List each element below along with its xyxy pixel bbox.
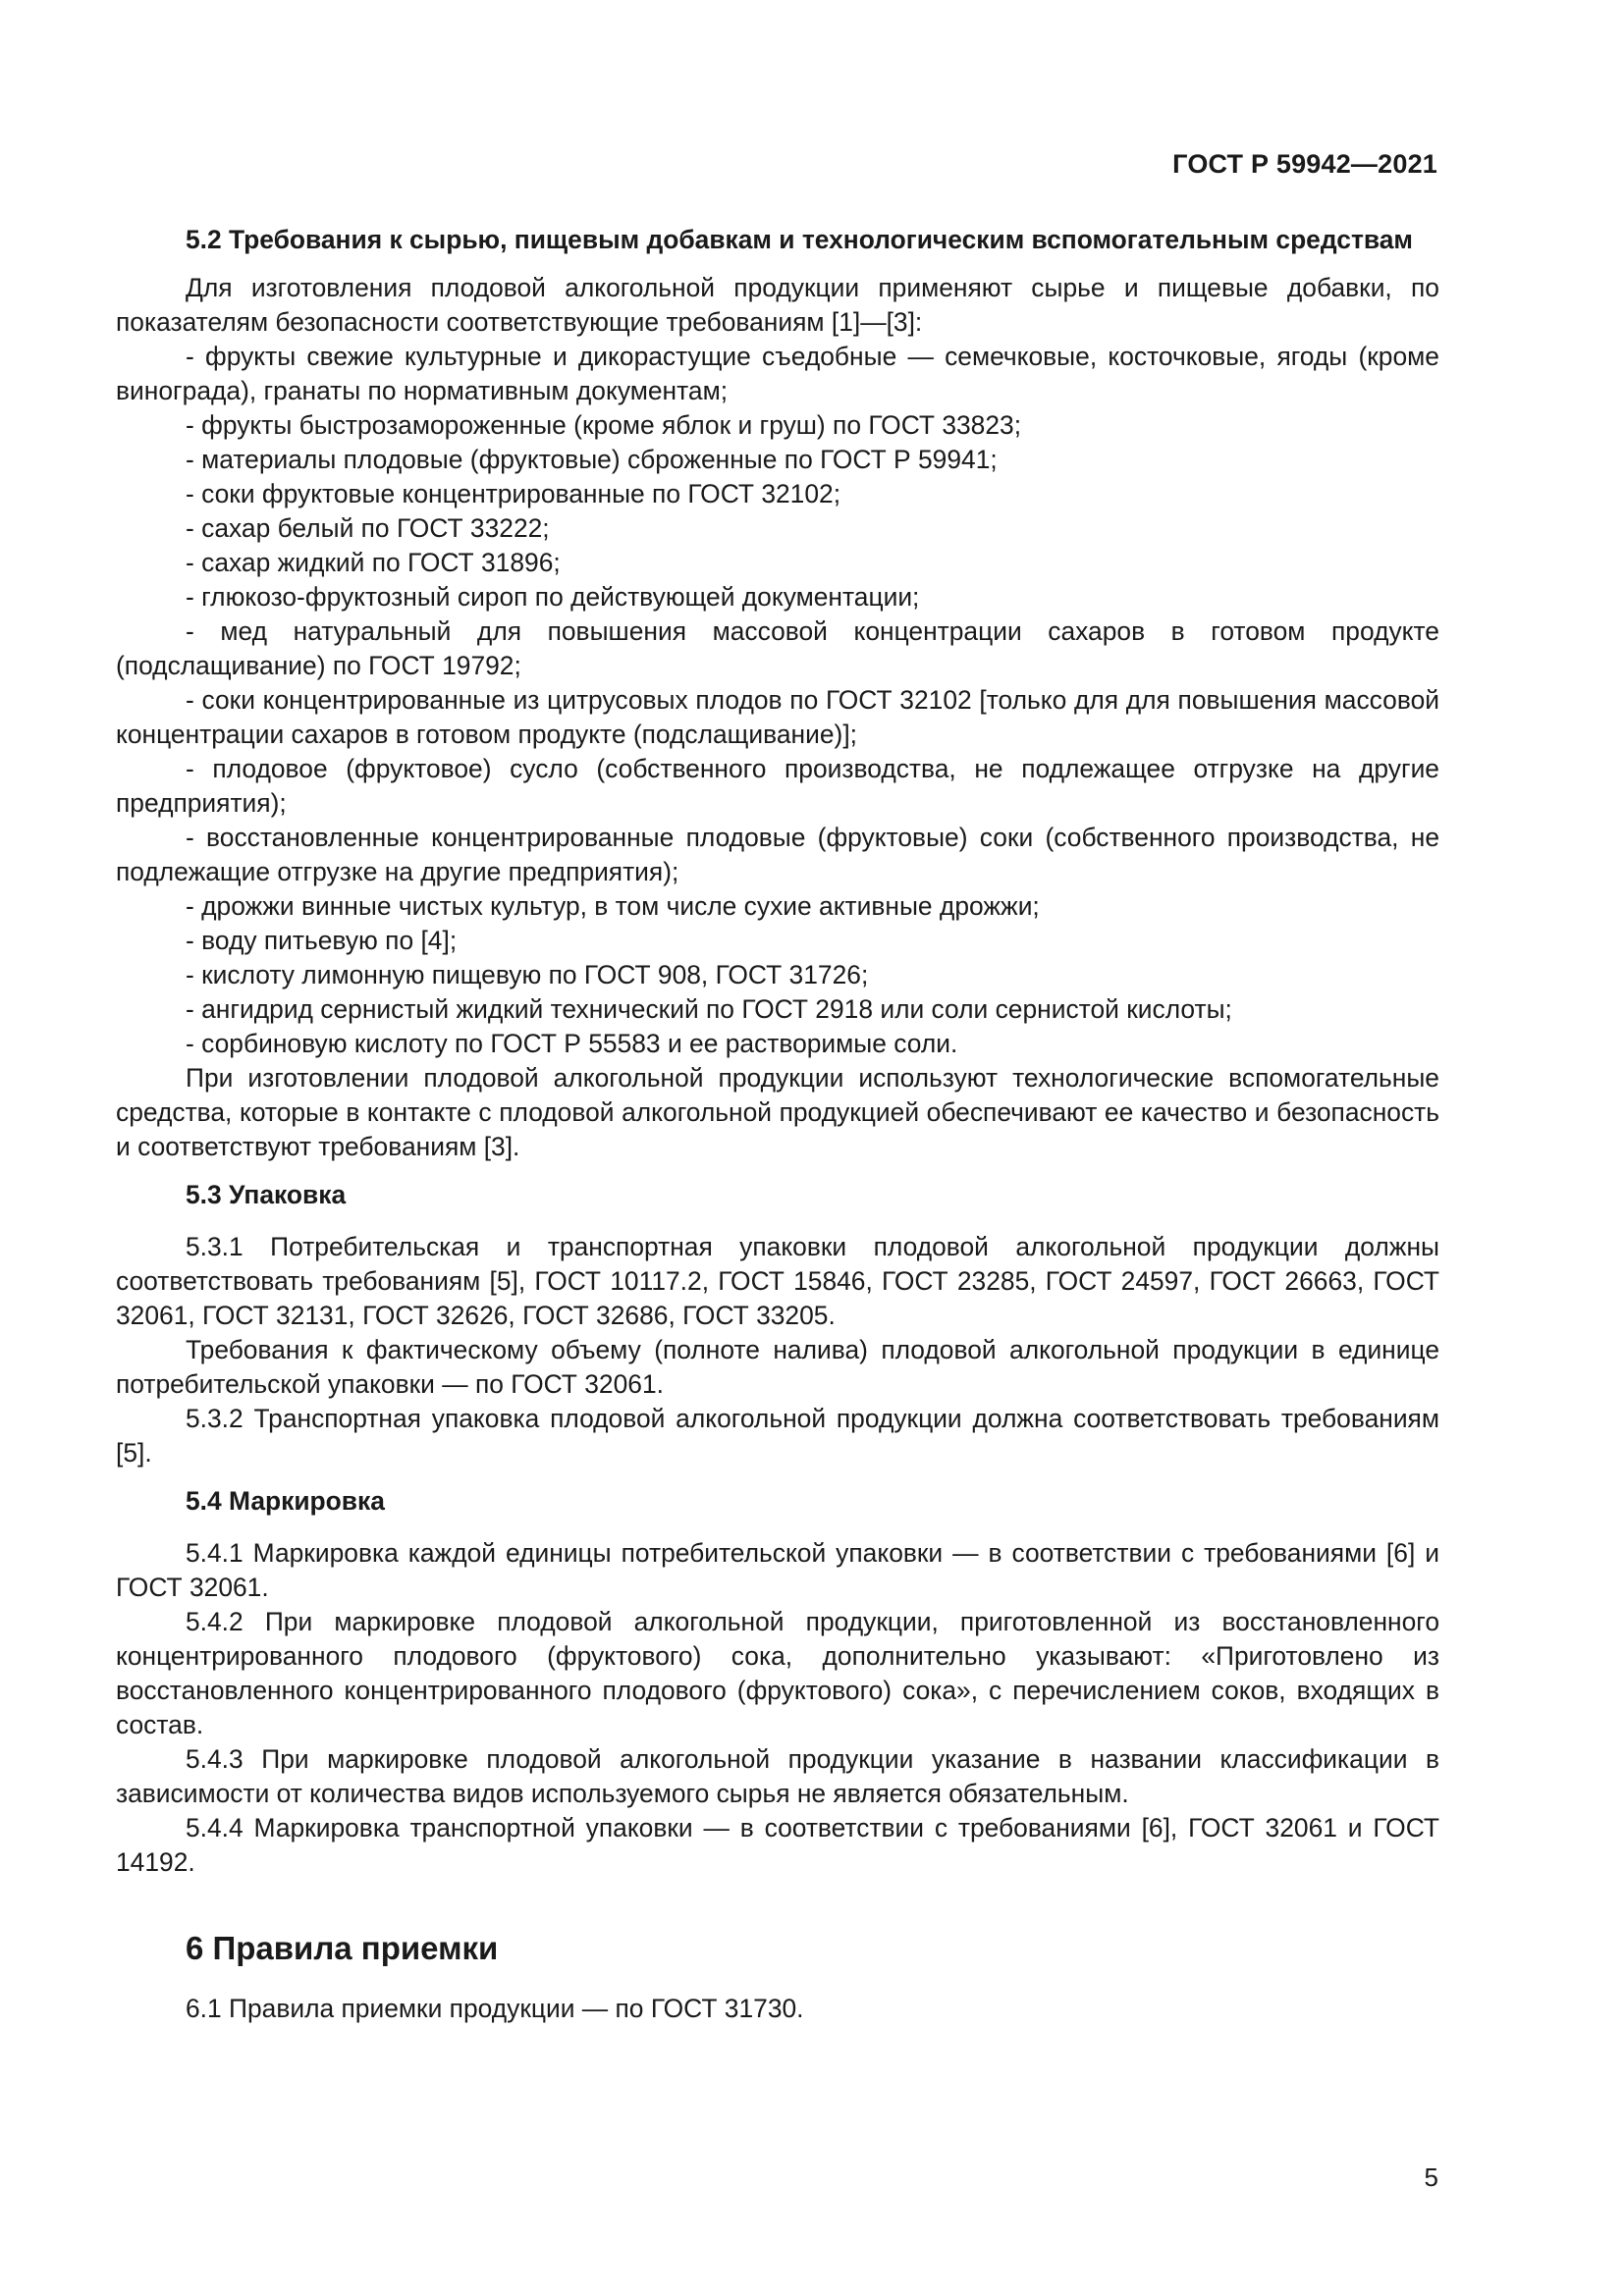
list-item: - сорбиновую кислоту по ГОСТ Р 55583 и ее растворимые соли.: [186, 1029, 958, 1058]
list-item: - дрожжи винные чистых культур, в том числе сухие активные дрожжи;: [186, 891, 1040, 921]
list-item: - фрукты быстрозамороженные (кроме яблок и груш) по ГОСТ 33823;: [186, 410, 1022, 440]
paragraph-5-4-4: 5.4.4 Маркировка транспортной упаковки — в соответствии с требованиями [6], ГОСТ 32061 и ГОСТ 14192.: [116, 1813, 1439, 1877]
paragraph-5-3-1-volume: Требования к фактическому объему (полноте налива) плодовой алкогольной продукции в единице потребительской упаковки — по ГОСТ 32061.: [116, 1335, 1439, 1399]
list-item: - сахар жидкий по ГОСТ 31896;: [186, 548, 561, 577]
paragraph-5-3-2: 5.3.2 Транспортная упаковка плодовой алкогольной продукции должна соответствовать требованиям [5].: [116, 1404, 1439, 1468]
section-5-4-title: 5.4 Маркировка: [186, 1486, 385, 1516]
list-item: - мед натуральный для повышения массовой концентрации сахаров в готовом продукте (подслащивание) по ГОСТ 19792;: [116, 616, 1439, 680]
list-item: - ангидрид сернистый жидкий технический по ГОСТ 2918 или соли сернистой кислоты;: [186, 994, 1232, 1024]
section-5-2-outro: При изготовлении плодовой алкогольной продукции используют технологические вспомогательные средства, которые в контакте с плодовой алкогольной продукцией обеспечивают ее качество и безопасность и соответствуют требованиям [3].: [116, 1063, 1439, 1161]
paragraph-5-4-2: 5.4.2 При маркировке плодовой алкогольной продукции, приготовленной из восстановленного концентрированного плодового (фруктового) сока, дополнительно указывают: «Приготовлено из восстановленного концентрированного плодового (фруктового) сока», с перечислением соков, входящих в состав.: [116, 1607, 1439, 1739]
section-5-2-title: 5.2 Требования к сырью, пищевым добавкам и технологическим вспомогательным средствам: [186, 225, 1413, 254]
list-item: - кислоту лимонную пищевую по ГОСТ 908, ГОСТ 31726;: [186, 960, 869, 989]
list-item: - воду питьевую по [4];: [186, 926, 458, 955]
page-number: 5: [1424, 2163, 1438, 2192]
paragraph-5-4-3: 5.4.3 При маркировке плодовой алкогольной продукции указание в названии классификации в зависимости от количества видов используемого сырья не является обязательным.: [116, 1744, 1439, 1808]
section-6-title: 6 Правила приемки: [186, 1930, 499, 1966]
paragraph-5-3-1: 5.3.1 Потребительская и транспортная упаковки плодовой алкогольной продукции должны соответствовать требованиям [5], ГОСТ 10117.2, ГОСТ 15846, ГОСТ 23285, ГОСТ 24597, ГОСТ 26663, ГОСТ 32061, ГОСТ 32131, ГОСТ 32626, ГОСТ 32686, ГОСТ 33205.: [116, 1232, 1439, 1330]
list-item: - сахар белый по ГОСТ 33222;: [186, 513, 550, 543]
section-5-3-title: 5.3 Упаковка: [186, 1180, 347, 1209]
list-item: - соки фруктовые концентрированные по ГОСТ 32102;: [186, 479, 841, 508]
list-item: - восстановленные концентрированные плодовые (фруктовые) соки (собственного производства, не подлежащие отгрузке на другие предприятия);: [116, 823, 1439, 886]
section-5-2-list: [116, 340, 1439, 1061]
list-item: - материалы плодовые (фруктовые) сброженные по ГОСТ Р 59941;: [186, 445, 998, 474]
paragraph-5-4-1: 5.4.1 Маркировка каждой единицы потребительской упаковки — в соответствии с требованиями [6] и ГОСТ 32061.: [116, 1538, 1439, 1602]
paragraph-6-1: 6.1 Правила приемки продукции — по ГОСТ 31730.: [186, 1994, 804, 2023]
section-5-2-intro: Для изготовления плодовой алкогольной продукции применяют сырье и пищевые добавки, по показателям безопасности соответствующие требованиям [1]—[3]:: [116, 273, 1439, 337]
document-header-id: ГОСТ Р 59942—2021: [1172, 149, 1437, 179]
list-item: - фрукты свежие культурные и дикорастущие съедобные — семечковые, косточковые, ягоды (кроме винограда), гранаты по нормативным документам;: [116, 342, 1439, 405]
list-item: - глюкозо-фруктозный сироп по действующей документации;: [186, 582, 920, 612]
list-item: - соки концентрированные из цитрусовых плодов по ГОСТ 32102 [только для для повышения массовой концентрации сахаров в готовом продукте (подслащивание)];: [116, 685, 1439, 749]
document-body: [116, 222, 1439, 2026]
list-item: - плодовое (фруктовое) сусло (собственного производства, не подлежащее отгрузке на другие предприятия);: [116, 754, 1439, 818]
